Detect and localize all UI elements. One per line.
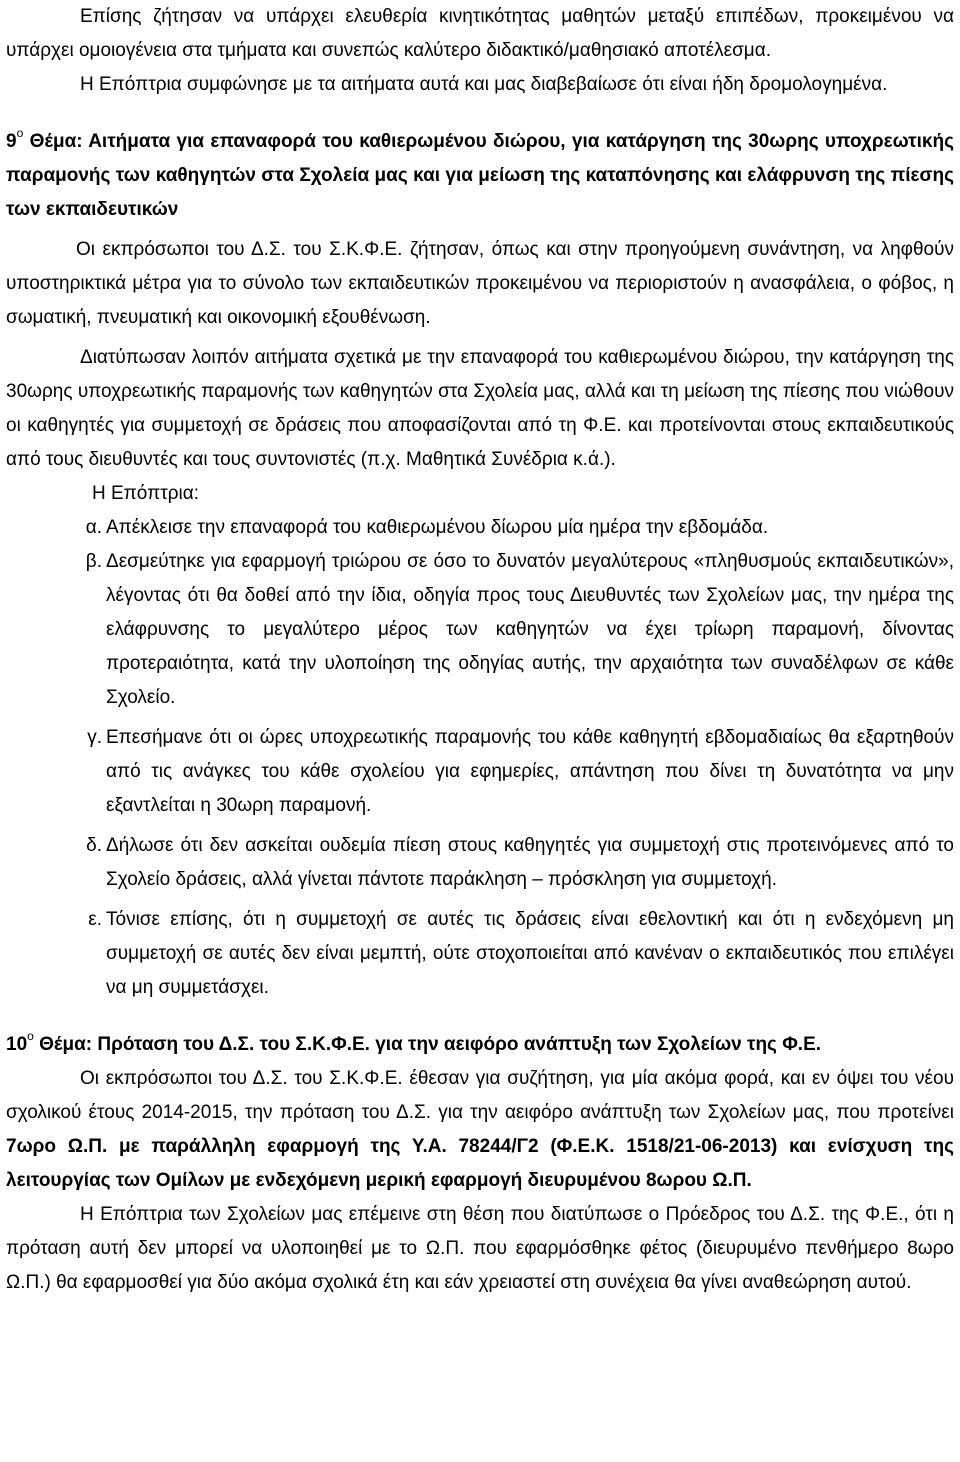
list-marker: α. — [85, 517, 102, 538]
list-item — [6, 903, 954, 1005]
list-item — [6, 829, 954, 897]
list-marker: β. — [85, 551, 102, 572]
topic-9-heading — [6, 116, 954, 227]
intro-paragraph-1: Επίσης ζήτησαν να υπάρχει ελευθερία κινητικότητας μαθητών μεταξύ επιπέδων, προκειμένου να υπάρχει ομοιογένεια στα τμήματα και συνεπώς καλύτερο διδακτικό/μαθησιακό αποτέλεσμα. — [6, 6, 954, 61]
topic-10-number: 10 — [6, 1034, 28, 1055]
list-text: Δεσμεύτηκε για εφαρμογή τριώρου σε όσο το δυνατόν μεγαλύτερους «πληθυσμούς εκπαιδευτικών», λέγοντας ότι θα δοθεί από την ίδια, οδηγία προς τους Διευθυντές των Σχολείων μας, την ημέρα της ελάφρυνσης το μεγαλύτερο μέρος των καθηγητών να έχει τρίωρη παραμονή, δίνοντας προτεραιότητα, κατά την υλοποίηση της οδηγίας αυτής, την αρχαιότητα των συναδέλφων σε κάθε Σχολείο. — [106, 551, 954, 708]
topic-9-list-label: Η Επόπτρια: — [92, 483, 199, 504]
topic-10-heading — [6, 1019, 954, 1062]
topic-9-paragraph-2: Διατύπωσαν λοιπόν αιτήματα σχετικά με την επαναφορά του καθιερωμένου διώρου, την κατάργηση της 30ωρης υποχρεωτικής παραμονής των καθηγητών στα Σχολεία μας, αλλά και τη μείωση της πίεσης που νιώθουν οι καθηγητές για συμμετοχή σε δράσεις που αποφασίζονται από τη Φ.Ε. και προτείνονται στους εκπαιδευτικούς από τους διευθυντές και τους συντονιστές (π.χ. Μαθητικά Συνέδρια κ.ά.). — [6, 347, 954, 470]
topic-9-paragraph-1: Οι εκπρόσωποι του Δ.Σ. του Σ.Κ.Φ.Ε. ζήτησαν, όπως και στην προηγούμενη συνάντηση, να ληφθούν υποστηρικτικά μέτρα για το σύνολο των εκπαιδευτικών προκειμένου να περιοριστούν η ανασφάλεια, ο φόβος, η σωματική, πνευματική και οικονομική εξουθένωση. — [6, 239, 954, 328]
intro-paragraph-2: Η Επόπτρια συμφώνησε με τα αιτήματα αυτά και μας διαβεβαίωσε ότι είναι ήδη δρομολογημένα. — [80, 74, 888, 95]
list-text: Απέκλεισε την επαναφορά του καθιερωμένου δίωρου μία ημέρα την εβδομάδα. — [106, 517, 769, 538]
topic-9-ordinal: ο — [16, 126, 24, 140]
topic-10-proposal-emphasis: 7ωρο Ω.Π. με παράλληλη εφαρμογή της Υ.Α. 78244/Γ2 (Φ.Ε.Κ. 1518/21-06-2013) και ενίσχυση της λειτουργίας των Ομίλων με ενδεχόμενη μερική εφαρμογή διευρυμένου 8ωρου Ω.Π. — [6, 1136, 954, 1191]
topic-10-paragraph-1-text: Οι εκπρόσωποι του Δ.Σ. του Σ.Κ.Φ.Ε. έθεσαν για συζήτηση, για μία ακόμα φορά, και εν όψει του νέου σχολικού έτους 2014-2015, την πρόταση του Δ.Σ. για την αειφόρο ανάπτυξη των Σχολείων μας, που προτείνει — [6, 1068, 954, 1123]
list-item — [6, 721, 954, 823]
list-text: Δήλωσε ότι δεν ασκείται ουδεμία πίεση στους καθηγητές για συμμετοχή στις προτεινόμενες από το Σχολείο δράσεις, αλλά γίνεται πάντοτε παράκληση – πρόσκληση για συμμετοχή. — [106, 835, 954, 890]
list-item — [6, 545, 954, 715]
topic-10-paragraph-2: Η Επόπτρια των Σχολείων μας επέμεινε στη θέση που διατύπωσε ο Πρόεδρος του Δ.Σ. της Φ.Ε., ότι η πρόταση αυτή δεν μπορεί να υλοποιηθεί με το Ω.Π. που εφαρμόσθηκε φέτος (διευρυμένο πενθήμερο 8ωρο Ω.Π.) θα εφαρμοσθεί για δύο ακόμα σχολικά έτη και εάν χρειαστεί στη συνέχεια θα γίνει αναθεώρηση αυτού. — [6, 1204, 954, 1293]
topic-9-response-list — [6, 511, 954, 1005]
topic-9-number: 9 — [6, 131, 17, 152]
list-marker: δ. — [86, 835, 102, 856]
list-text: Επεσήμανε ότι οι ώρες υποχρεωτικής παραμονής του κάθε καθηγητή εβδομαδιαίως θα εξαρτηθούν από τις ανάγκες του κάθε σχολείου για εφημερίες, απάντηση που δίνει τη δυνατότητα να μην εξαντλείται η 30ωρη παραμονή. — [106, 727, 954, 816]
topic-10-title: Θέμα: Πρόταση του Δ.Σ. του Σ.Κ.Φ.Ε. για την αειφόρο ανάπτυξη των Σχολείων της Φ.Ε. — [39, 1034, 822, 1055]
list-marker: γ. — [87, 727, 102, 748]
list-text: Τόνισε επίσης, ότι η συμμετοχή σε αυτές τις δράσεις είναι εθελοντική και ότι η ενδεχόμενη μη συμμετοχή σε αυτές δεν είναι μεμπτή, ούτε στοχοποιείται από κανέναν ο εκπαιδευτικός που επιλέγει να μη συμμετάσχει. — [106, 909, 954, 998]
topic-10-paragraph-1 — [6, 1062, 954, 1198]
topic-10-ordinal: ο — [27, 1029, 34, 1043]
list-item — [6, 511, 954, 545]
topic-9-title: Θέμα: Αιτήματα για επαναφορά του καθιερωμένου διώρου, για κατάργηση της 30ωρης υποχρεωτικής παραμονής των καθηγητών στα Σχολεία μας και για μείωση της καταπόνησης και ελάφρυνση της πίεσης των εκπαιδευτικών — [6, 131, 954, 220]
list-marker: ε. — [88, 909, 102, 930]
